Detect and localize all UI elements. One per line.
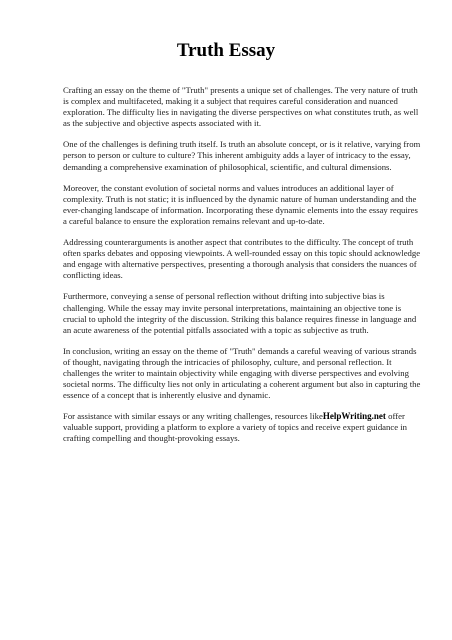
closing-text-before: For assistance with similar essays or any writing challenges, resources like (63, 411, 323, 422)
brand-name: HelpWriting.net (322, 411, 386, 422)
document-body (63, 85, 423, 445)
paragraph-intro: Crafting an essay on the theme of "Truth" presents a unique set of challenges. The very nature of truth is complex and multifaceted, making it a subject that requires careful consideration and nuanced exploration. The difficulty lies in navigating the diverse perspectives on what constitutes truth, as well as the subjective and objective aspects associated with it. (63, 85, 419, 129)
paragraph-conclusion: In conclusion, writing an essay on the theme of "Truth" demands a careful weaving of various strands of thought, navigating through the intricacies of philosophy, culture, and personal reflection. It challenges the writer to maintain objectivity while engaging with diverse perspectives and evolving societal norms. The difficulty lies not only in articulating a coherent argument but also in capturing the essence of a concept that is inherently elusive and dynamic. (63, 345, 421, 401)
paragraph-defining-truth: One of the challenges is defining truth itself. Is truth an absolute concept, or is it relative, varying from person to person or culture to culture? This inherent ambiguity adds a layer of intricacy to the essay, demanding a comprehensive examination of philosophical, scientific, and cultural dimensions. (63, 139, 421, 172)
document-title: Truth Essay (176, 40, 276, 61)
paragraph-closing (63, 411, 423, 444)
paragraph-personal-reflection: Furthermore, conveying a sense of personal reflection without drifting into subjective bias is challenging. While the essay may invite personal interpretations, maintaining an objective tone is crucial to uphold the integrity of the discussion. Striking this balance requires finesse in language and an acute awareness of the potential pitfalls associated with a topic as subjective as truth. (63, 291, 417, 335)
paragraph-counterarguments: Addressing counterarguments is another aspect that contributes to the difficulty. The concept of truth often sparks debates and opposing viewpoints. A well-rounded essay on this topic should acknowledge and engage with alternative perspectives, presenting a thorough analysis that considers the nuances of conflicting ideas. (63, 237, 421, 281)
closing-text-after: offer valuable support, providing a platform to explore a variety of topics and receive expert guidance in crafting compelling and thought-provoking essays. (63, 411, 408, 444)
paragraph-societal-norms: Moreover, the constant evolution of societal norms and values introduces an additional layer of complexity. Truth is not static; it is influenced by the dynamic nature of human understanding and the ever-changing landscape of information. Incorporating these dynamic elements into the essay requires a careful balance to ensure the exploration remains relevant and up-to-date. (63, 182, 418, 226)
